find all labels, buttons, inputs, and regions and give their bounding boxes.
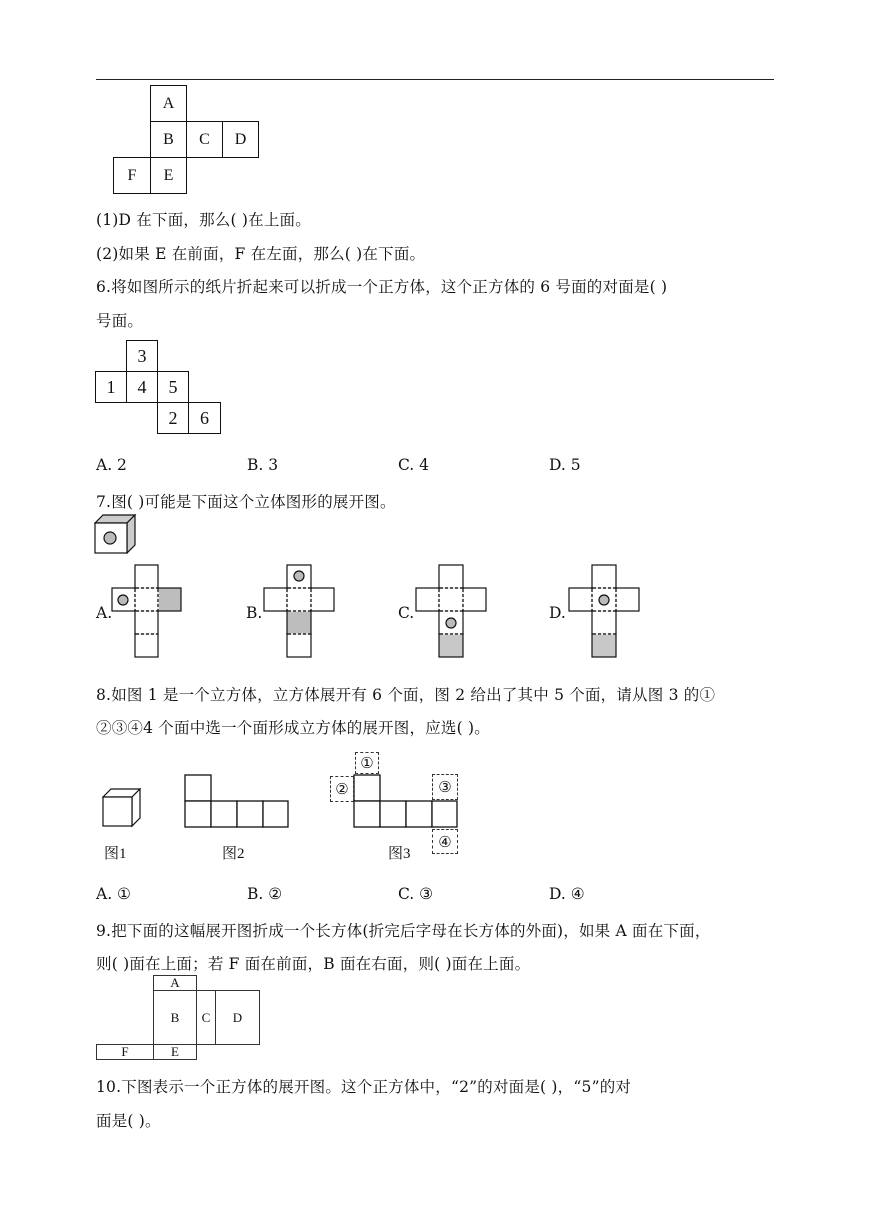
q8-option-d[interactable]: D. ④	[549, 885, 585, 903]
net-cell-a: A	[150, 85, 187, 122]
net-cell-d: D	[222, 121, 259, 158]
q10-text-line2: 面是( )。	[96, 1112, 161, 1130]
net-cell-f: F	[113, 157, 151, 194]
q9-cell-e: E	[153, 1044, 197, 1060]
net-cell-3: 3	[126, 340, 158, 372]
q9-cell-d: D	[215, 990, 260, 1045]
q8-fig3-mark-1: ①	[355, 752, 379, 774]
q8-fig3-mark-3: ③	[432, 774, 458, 800]
q8-text-line1: 8.如图 1 是一个立方体，立方体展开有 6 个面，图 2 给出了其中 5 个面，请从图 3 的①	[96, 686, 716, 704]
net-cell-e: E	[150, 157, 187, 194]
q6-option-c[interactable]: C. 4	[398, 456, 430, 474]
q6-text-line1: 6.将如图所示的纸片折起来可以折成一个正方体，这个正方体的 6 号面的对面是( )	[96, 278, 668, 296]
q6-option-a[interactable]: A. 2	[96, 456, 127, 474]
net-cell-2: 2	[157, 402, 189, 434]
q6-text-line2: 号面。	[96, 312, 144, 330]
q8-text-line2: ②③④4 个面中选一个面形成立方体的展开图，应选( )。	[96, 719, 490, 737]
q5-part1: (1)D 在下面，那么( )在上面。	[96, 211, 311, 229]
q8-option-b[interactable]: B. ②	[247, 885, 283, 903]
q9-cell-a: A	[153, 975, 197, 991]
q7-option-d[interactable]: D.	[549, 604, 566, 622]
q8-caption-3: 图3	[388, 846, 411, 862]
q8-option-c[interactable]: C. ③	[398, 885, 434, 903]
q9-cell-b: B	[153, 990, 197, 1045]
q7-option-b[interactable]: B.	[246, 604, 263, 622]
q6-option-b[interactable]: B. 3	[247, 456, 279, 474]
q7-net-b	[262, 564, 337, 659]
net-cell-5: 5	[157, 371, 189, 403]
q7-text: 7.图( )可能是下面这个立体图形的展开图。	[96, 493, 396, 511]
q7-net-c	[414, 564, 489, 659]
q8-option-a[interactable]: A. ①	[96, 885, 131, 903]
net-cell-b: B	[150, 121, 187, 158]
q8-net-figure-2	[184, 774, 290, 830]
net-cell-1: 1	[95, 371, 127, 403]
q9-text-line2: 则( )面在上面；若 F 面在前面，B 面在右面，则( )面在上面。	[96, 955, 531, 973]
net-cell-4: 4	[126, 371, 158, 403]
q7-cube-figure	[94, 514, 138, 554]
q8-fig3-mark-4: ④	[432, 829, 458, 854]
q9-cell-f: F	[96, 1044, 154, 1060]
q9-text-line1: 9.把下面的这幅展开图折成一个长方体(折完后字母在长方体的外面)，如果 A 面在下面，	[96, 922, 711, 940]
q8-fig3-mark-2: ②	[330, 776, 354, 802]
q7-net-a	[110, 564, 185, 659]
q9-cell-c: C	[196, 990, 216, 1045]
q5-part2: (2)如果 E 在前面，F 在左面，那么( )在下面。	[96, 245, 426, 263]
q10-text-line1: 10.下图表示一个正方体的展开图。这个正方体中，“2”的对面是( )，“5”的对	[96, 1078, 632, 1096]
q7-net-d	[567, 564, 642, 659]
header-rule	[96, 79, 774, 80]
q7-option-c[interactable]: C.	[398, 604, 415, 622]
net-cell-c: C	[186, 121, 223, 158]
q8-caption-2: 图2	[222, 846, 245, 862]
net-cell-6: 6	[188, 402, 221, 434]
q8-caption-1: 图1	[104, 846, 127, 862]
q7-option-a[interactable]: A.	[96, 604, 113, 622]
q6-option-d[interactable]: D. 5	[549, 456, 581, 474]
q8-cube-figure-1	[102, 788, 142, 828]
